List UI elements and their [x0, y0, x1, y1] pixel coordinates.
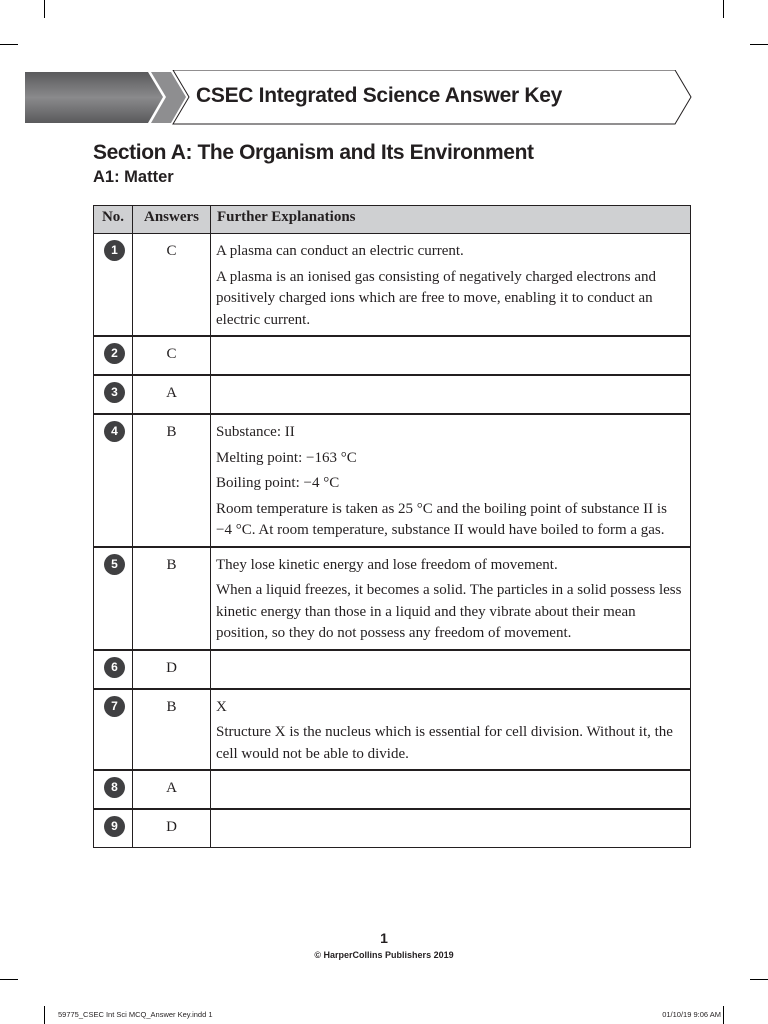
crop-mark-right-bottom: [750, 979, 768, 980]
explanation-cell: [211, 336, 691, 375]
row-number-cell: [94, 650, 133, 689]
answer-cell: A: [133, 770, 211, 809]
question-number-badge: 7: [104, 696, 125, 717]
question-number-badge: 3: [104, 382, 125, 403]
question-number-badge: 4: [104, 421, 125, 442]
table-row: [94, 650, 691, 689]
explanation-text: Melting point: −163 °C: [216, 449, 357, 466]
title-banner: [25, 70, 693, 125]
question-number-badge: 2: [104, 343, 125, 364]
explanation-text: Substance: II: [216, 424, 295, 440]
page-number: 1: [380, 930, 388, 946]
explanation-cell: [211, 650, 691, 689]
crop-mark-bottom-left: [44, 1006, 45, 1024]
explanation-text: A plasma is an ionised gas consisting of negatively charged electrons and positively charged ions which are free to move, enabling it to conduct an electric current.: [216, 268, 657, 328]
row-number-cell: [94, 234, 133, 337]
question-number-badge: 1: [104, 240, 125, 261]
explanation-cell: [211, 770, 691, 809]
explanation-text: X: [216, 698, 227, 715]
header-answers: Answers: [133, 206, 211, 234]
table-row: [94, 809, 691, 848]
table-row: [94, 770, 691, 809]
explanation-text: Boiling point: −4 °C: [216, 475, 340, 491]
crop-mark-left-bottom: [0, 979, 18, 980]
question-number-badge: 8: [104, 777, 125, 798]
slug-file: 59775_CSEC Int Sci MCQ_Answer Key.indd 1: [58, 1010, 213, 1019]
table-row: [94, 414, 691, 547]
answer-cell: D: [133, 650, 211, 689]
answer-key-table: [93, 205, 691, 848]
row-number-cell: [94, 336, 133, 375]
explanation-cell: [211, 375, 691, 414]
explanation-cell: [211, 547, 691, 650]
question-number-badge: 6: [104, 657, 125, 678]
explanation-text: Structure X is the nucleus which is essential for cell division. Without it, the cell would not be able to divide.: [216, 724, 673, 762]
section-title: Section A: The Organism and Its Environment: [93, 141, 534, 164]
answer-cell: C: [133, 234, 211, 337]
row-number-cell: [94, 547, 133, 650]
table-row: [94, 336, 691, 375]
explanation-text: Room temperature is taken as 25 °C and the boiling point of substance II is −4 °C. At room temperature, substance II would have boiled to form a gas.: [216, 500, 667, 538]
question-number-badge: 9: [104, 816, 125, 837]
row-number-cell: [94, 375, 133, 414]
crop-mark-top-left: [44, 0, 45, 18]
table-row: [94, 234, 691, 337]
crop-mark-bottom-right: [723, 1006, 724, 1024]
answer-cell: B: [133, 414, 211, 547]
row-number-cell: [94, 770, 133, 809]
table-row: [94, 547, 691, 650]
table-row: [94, 375, 691, 414]
slug-date: 01/10/19 9:06 AM: [662, 1010, 721, 1019]
explanation-text: When a liquid freezes, it becomes a solid. The particles in a solid possess less kinetic energy than those in a liquid and they vibrate about their mean position, so they do not possess any freedom of movement.: [216, 582, 682, 641]
explanation-text: A plasma can conduct an electric current.: [216, 243, 464, 259]
explanation-cell: [211, 689, 691, 771]
crop-mark-top-right: [723, 0, 724, 18]
answer-cell: C: [133, 336, 211, 375]
row-number-cell: [94, 809, 133, 848]
explanation-cell: [211, 414, 691, 547]
header-no: No.: [94, 206, 133, 234]
explanation-text: They lose kinetic energy and lose freedom of movement.: [216, 556, 558, 573]
row-number-cell: [94, 689, 133, 771]
table-header-row: [94, 206, 691, 234]
header-explanations: Further Explanations: [211, 206, 691, 234]
table-row: [94, 689, 691, 771]
banner-title: CSEC Integrated Science Answer Key: [196, 84, 562, 107]
explanation-cell: [211, 809, 691, 848]
copyright: © HarperCollins Publishers 2019: [314, 950, 454, 960]
crop-mark-right-top: [750, 44, 768, 45]
answer-cell: A: [133, 375, 211, 414]
row-number-cell: [94, 414, 133, 547]
answer-cell: B: [133, 547, 211, 650]
answer-cell: B: [133, 689, 211, 771]
subsection-title: A1: Matter: [93, 168, 174, 186]
crop-mark-left-top: [0, 44, 18, 45]
answer-cell: D: [133, 809, 211, 848]
explanation-cell: [211, 234, 691, 337]
question-number-badge: 5: [104, 554, 125, 575]
